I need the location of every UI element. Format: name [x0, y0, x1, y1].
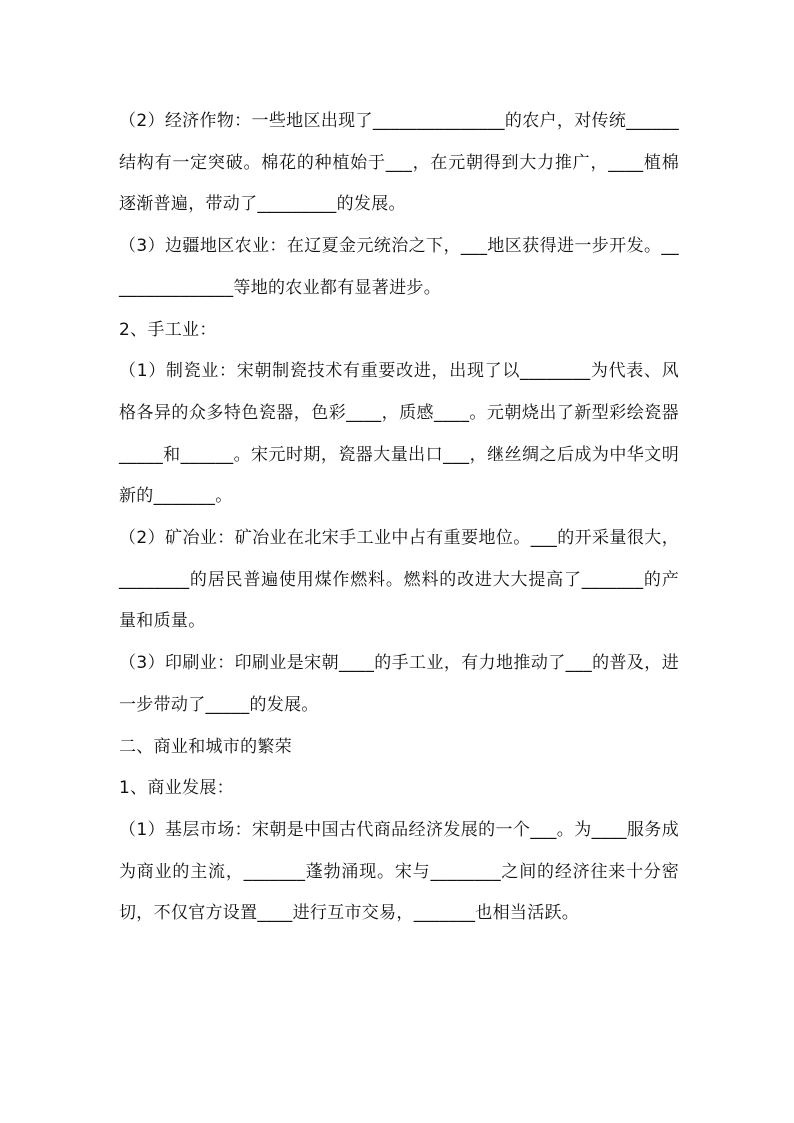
- heading-commerce-and-cities: 二、商业和城市的繁荣: [119, 736, 292, 757]
- paragraph-frontier-agriculture: （3）边疆地区农业：在辽夏金元统治之下，___地区获得进一步开发。_______________等地的农业都有显著进步。: [119, 236, 679, 298]
- paragraph-mining: （2）矿冶业：矿冶业在北宋手工业中占有重要地位。___的开采量很大，________的居民普遍使用煤作燃料。燃料的改进大大提高了_______的产量和质量。: [119, 528, 679, 632]
- heading-handicraft: 2、手工业：: [119, 319, 217, 340]
- heading-commerce-development: 1、商业发展：: [119, 778, 234, 799]
- paragraph-porcelain: （1）制瓷业：宋朝制瓷技术有重要改进，出现了以________为代表、风格各异的众多特色瓷器，色彩____，质感____。元朝烧出了新型彩绘瓷器_____和______。宋元时期，瓷器大量出口___，继丝绸之后成为中华文明新的_______。: [119, 361, 679, 507]
- document-body: [119, 101, 679, 935]
- paragraph-printing: （3）印刷业：印刷业是宋朝____的手工业，有力地推动了___的普及，进一步带动了_____的发展。: [119, 653, 679, 715]
- paragraph-local-markets: （1）基层市场：宋朝是中国古代商品经济发展的一个___。为____服务成为商业的主流，_______蓬勃涌现。宋与________之间的经济往来十分密切，不仅官方设置____进行互市交易，_______也相当活跃。: [119, 819, 679, 924]
- paragraph-cash-crops: （2）经济作物：一些地区出现了_______________的农户，对传统______结构有一定突破。棉花的种植始于___，在元朝得到大力推广，____植棉逐渐普遍，带动了_________的发展。: [119, 111, 679, 215]
